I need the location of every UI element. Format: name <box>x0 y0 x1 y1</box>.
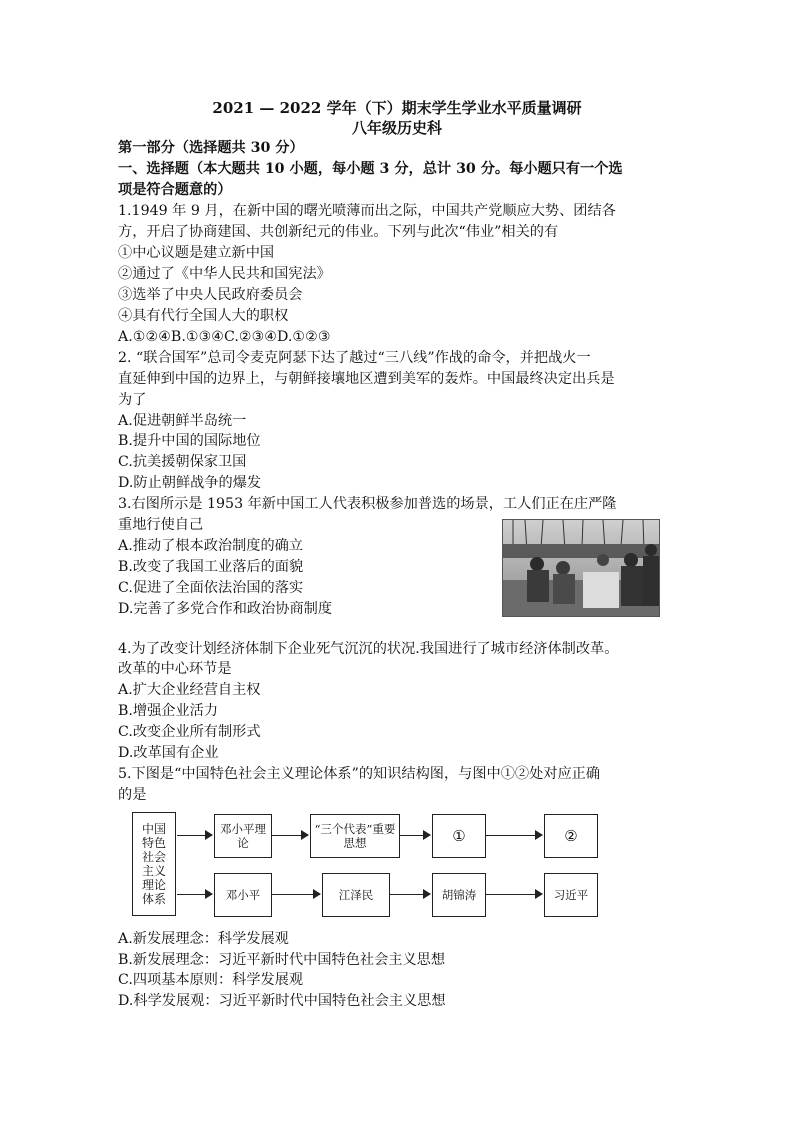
diagram-top-node-1: 邓小平理论 <box>214 814 272 858</box>
diagram-arrow-top-1 <box>271 835 308 836</box>
q5-stem-line1: 5.下图是“中国特色社会主义理论体系”的知识结构图，与图中①②处对应正确 <box>118 766 601 782</box>
diagram-bottom-node-3: 胡锦涛 <box>432 873 486 917</box>
exam-title-line1: 2021 — 2022 学年（下）期末学生学业水平质量调研 <box>212 99 582 117</box>
q5-stem-line2: 的是 <box>118 787 147 803</box>
q2-option-a: A.促进朝鲜半岛统一 <box>118 413 247 429</box>
diagram-root-node: 中国特色社会主义理论体系 <box>132 812 176 916</box>
diagram-bottom-node-1: 邓小平 <box>214 873 272 917</box>
diagram-arrow-root-bottom <box>177 894 212 895</box>
q5-option-a: A.新发展理念：科学发展观 <box>118 931 289 947</box>
diagram-arrow-root-top <box>177 835 212 836</box>
q2-option-d: D.防止朝鲜战争的爆发 <box>118 475 262 491</box>
diagram-top-node-3: ① <box>432 814 486 858</box>
q3-option-d: D.完善了多党合作和政治协商制度 <box>118 601 333 617</box>
q4-option-c: C.改变企业所有制形式 <box>118 724 261 740</box>
q4-option-d: D.改革国有企业 <box>118 745 219 761</box>
diagram-arrow-top-2 <box>399 835 430 836</box>
q1-stem-line2: 方，开启了协商建国、共创新纪元的伟业。下列与此次“伟业”相关的有 <box>118 224 559 240</box>
part-heading: 第一部分（选择题共 30 分） <box>118 140 304 156</box>
instruction-line2: 项是符合题意的） <box>118 182 232 198</box>
q3-option-a: A.推动了根本政治制度的确立 <box>118 538 304 554</box>
exam-title-line2: 八年级历史科 <box>351 119 442 137</box>
q5-option-b: B.新发展理念：习近平新时代中国特色社会主义思想 <box>118 952 446 968</box>
diagram-arrow-bottom-2 <box>389 894 430 895</box>
q4-option-a: A.扩大企业经营自主权 <box>118 682 261 698</box>
diagram-bottom-node-4: 习近平 <box>544 873 598 917</box>
q2-option-c: C.抗美援朝保家卫国 <box>118 454 247 470</box>
diagram-arrow-bottom-3 <box>485 894 542 895</box>
q2-stem-line1: 2. “联合国军”总司令麦克阿瑟下达了越过“三八线”作战的命令，并把战火一 <box>118 350 591 366</box>
q1-item3: ③选举了中央人民政府委员会 <box>118 287 303 303</box>
q3-stem-line1: 3.右图所示是 1953 年新中国工人代表积极参加普选的场景，工人们正在庄严隆 <box>118 496 617 512</box>
instruction-line1: 一、选择题（本大题共 10 小题，每小题 3 分，总计 30 分。每小题只有一个选 <box>118 161 623 177</box>
q1-stem-line1: 1.1949 年 9 月，在新中国的曙光喷薄而出之际，中国共产党顺应大势、团结各 <box>118 203 616 219</box>
election-photo-illustration <box>503 520 659 616</box>
diagram-top-node-2: “三个代表”重要思想 <box>310 814 400 858</box>
q2-stem-line3: 为了 <box>118 392 147 408</box>
q3-option-c: C.促进了全面依法治国的落实 <box>118 580 304 596</box>
q4-option-b: B.增强企业活力 <box>118 703 219 719</box>
election-photo <box>502 519 660 617</box>
q1-item4: ④具有代行全国人大的职权 <box>118 308 289 324</box>
diagram-top-node-4: ② <box>544 814 598 858</box>
q5-option-d: D.科学发展观：习近平新时代中国特色社会主义思想 <box>118 993 446 1009</box>
q1-options: A.①②④B.①③④C.②③④D.①②③ <box>118 329 331 345</box>
q2-stem-line2: 直延伸到中国的边界上，与朝鲜接壤地区遭到美军的轰炸。中国最终决定出兵是 <box>118 371 615 387</box>
diagram-bottom-node-2: 江泽民 <box>322 873 390 917</box>
q1-item2: ②通过了《中华人民共和国宪法》 <box>118 266 331 282</box>
q5-option-c: C.四项基本原则：科学发展观 <box>118 972 304 988</box>
diagram-arrow-top-3 <box>485 835 542 836</box>
q4-stem-line2: 改革的中心环节是 <box>118 661 232 677</box>
q3-option-b: B.改变了我国工业落后的面貌 <box>118 559 304 575</box>
q2-option-b: B.提升中国的国际地位 <box>118 433 261 449</box>
q1-item1: ①中心议题是建立新中国 <box>118 245 275 261</box>
q3-stem-line2: 重地行使自己 <box>118 517 204 533</box>
diagram-arrow-bottom-1 <box>271 894 320 895</box>
q4-stem-line1: 4.为了改变计划经济体制下企业死气沉沉的状况.我国进行了城市经济体制改革。 <box>118 641 619 657</box>
